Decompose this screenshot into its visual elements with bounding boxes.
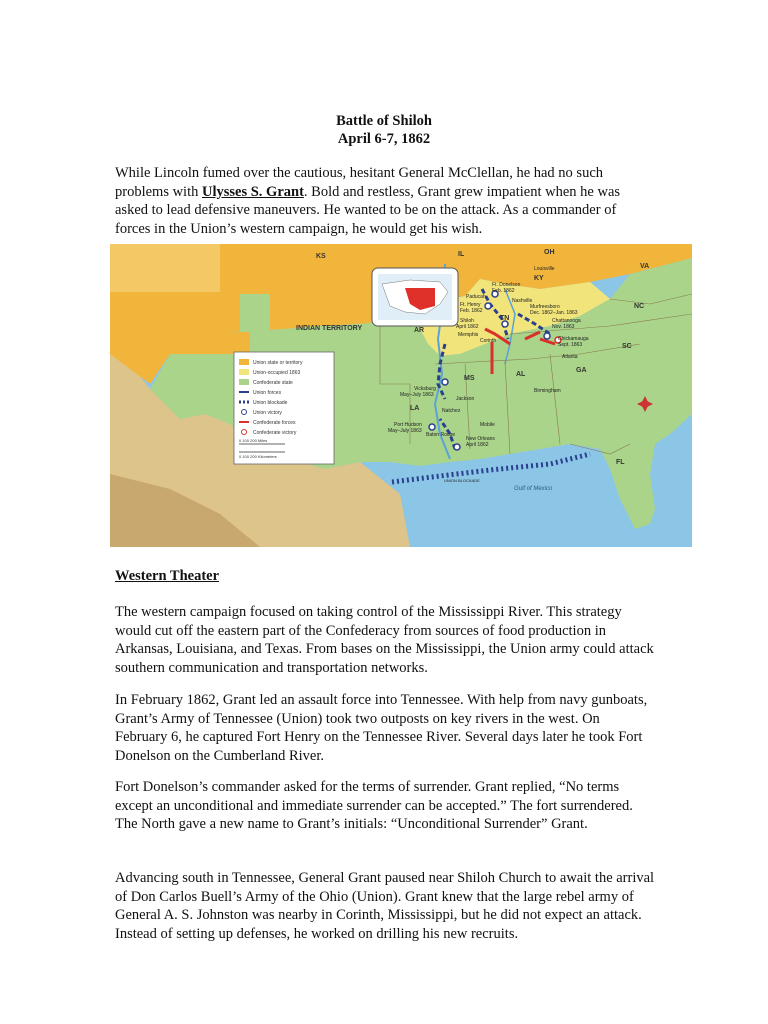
legend-confederate-forces: Confederate forces	[253, 420, 296, 426]
label-louisville: Louisville	[534, 266, 555, 272]
legend-union-forces: Union forces	[253, 390, 282, 396]
label-sc: SC	[622, 343, 632, 350]
intro-text-end: . Bold and restless, Grant grew impatient when he was asked to lead defensive maneuvers. He wanted to be on the attack. As a commander of forces in the Union’s western campaign, he would get his wish.	[115, 183, 621, 237]
new-mexico-confederate	[240, 294, 270, 332]
civil-war-western-campaign-map	[110, 244, 692, 547]
label-paducah: Paducah	[466, 294, 486, 300]
label-natchez: Natchez	[442, 408, 461, 414]
scale-kilometers: 0 100 200 Kilometers	[239, 454, 277, 459]
label-murfreesboro: Murfreesboro	[530, 304, 560, 310]
label-al: AL	[516, 371, 526, 378]
label-chickamauga: Chickamauga	[558, 336, 589, 342]
paragraph-shiloh-church: Advancing south in Tennessee, General Grant paused near Shiloh Church to await the arrival of Don Carlos Buell’s Army of the Ohio (Union). Grant knew that the large rebel army of General A. S. Johnston was nearby in Corinth, Mississippi, but he did not expect an attack. Instead of setting up defenses, he worked on drilling his new recruits.	[115, 870, 655, 942]
label-murfreesboro-date: Dec. 1862–Jan. 1863	[530, 310, 578, 316]
label-la: LA	[410, 405, 420, 412]
label-shiloh: Shiloh	[460, 318, 474, 324]
label-ar: AR	[414, 327, 425, 334]
section-heading-western-theater: Western Theater	[115, 568, 220, 584]
label-ky: KY	[534, 275, 544, 282]
label-indian-territory: INDIAN TERRITORY	[296, 325, 363, 332]
label-shiloh-date: April 1862	[456, 324, 479, 330]
label-birmingham: Birmingham	[534, 388, 561, 394]
label-ms: MS	[464, 375, 475, 382]
label-port-hudson: Port Hudson	[394, 422, 422, 428]
label-gulf-of-mexico: Gulf of Mexico	[514, 486, 553, 492]
label-jackson: Jackson	[456, 396, 475, 402]
label-fort-donelson: Ft. Donelson	[492, 282, 521, 288]
label-corinth: Corinth	[480, 338, 497, 344]
label-port-hudson-date: May–July 1863	[388, 428, 422, 434]
scale-miles: 0 100 200 Miles	[239, 438, 268, 443]
grant-name-link: Ulysses S. Grant	[202, 183, 304, 200]
label-memphis: Memphis	[458, 332, 479, 338]
legend-union-victory: Union victory	[253, 410, 282, 416]
union-territory-nw	[110, 244, 220, 292]
label-vicksburg-date: May–July 1863	[400, 392, 434, 398]
label-chickamauga-date: Sept. 1863	[558, 342, 583, 348]
label-chattanooga: Chattanooga	[552, 318, 581, 324]
label-va: VA	[640, 263, 650, 270]
label-fort-henry: Ft. Henry	[460, 302, 481, 308]
paragraph-february-1862: In February 1862, Grant led an assault force into Tennessee. With help from navy gunboats, Grant’s Army of Tennessee (Union) took two outposts on key rivers in the west. On February 6, he captured Fort Henry on the Tennessee River. Several days later he took Fort Donelson on the Cumberland River.	[115, 692, 648, 764]
intro-paragraph	[115, 164, 655, 238]
label-fort-donelson-date: Feb. 1862	[492, 288, 515, 294]
label-new-orleans: New Orleans	[466, 436, 495, 442]
legend-confederate-state: Confederate state	[253, 380, 293, 386]
document-date: April 6-7, 1862	[337, 131, 431, 147]
intro-text-start: While Lincoln fumed over the cautious, hesitant General McClellan, he had no such problems with	[115, 165, 604, 200]
label-union-blockade: UNION BLOCKADE	[444, 478, 480, 483]
label-fl: FL	[616, 459, 625, 466]
label-fort-henry-date: Feb. 1862	[460, 308, 483, 314]
label-ga: GA	[576, 367, 587, 374]
label-ks: KS	[316, 253, 326, 260]
legend-union-occupied: Union-occupied 1863	[253, 370, 301, 376]
paragraph-western-campaign: The western campaign focused on taking control of the Mississippi River. This strategy would cut off the eastern part of the Confederacy from sources of food production in Arkansas, Louisiana, and Texas. From bases on the Mississippi, the Union army could attack southern communication and transportation networks.	[115, 604, 654, 676]
label-mobile: Mobile	[480, 422, 495, 428]
legend-confederate-victory: Confederate victory	[253, 430, 297, 436]
label-vicksburg: Vicksburg	[414, 386, 436, 392]
legend-union-blockade: Union blockade	[253, 400, 288, 406]
map-legend	[234, 352, 334, 464]
label-chattanooga-date: Nov. 1863	[552, 324, 575, 330]
label-tn: TN	[500, 315, 510, 322]
label-baton-rouge: Baton Rouge	[426, 432, 456, 438]
label-il: IL	[458, 251, 465, 258]
label-oh: OH	[544, 249, 555, 256]
document-title: Battle of Shiloh	[336, 113, 432, 129]
label-nashville: Nashville	[512, 298, 533, 304]
legend-union-state: Union state or territory	[253, 360, 303, 366]
label-nc: NC	[634, 303, 645, 310]
paragraph-fort-donelson: Fort Donelson’s commander asked for the terms of surrender. Grant replied, “No terms except an unconditional and immediate surrender can be accepted.” The fort surrendered. The North gave a new name to Grant’s initials: “Unconditional Surrender” Grant.	[115, 779, 633, 832]
label-atlanta: Atlanta	[562, 354, 578, 360]
label-new-orleans-date: April 1862	[466, 442, 489, 448]
